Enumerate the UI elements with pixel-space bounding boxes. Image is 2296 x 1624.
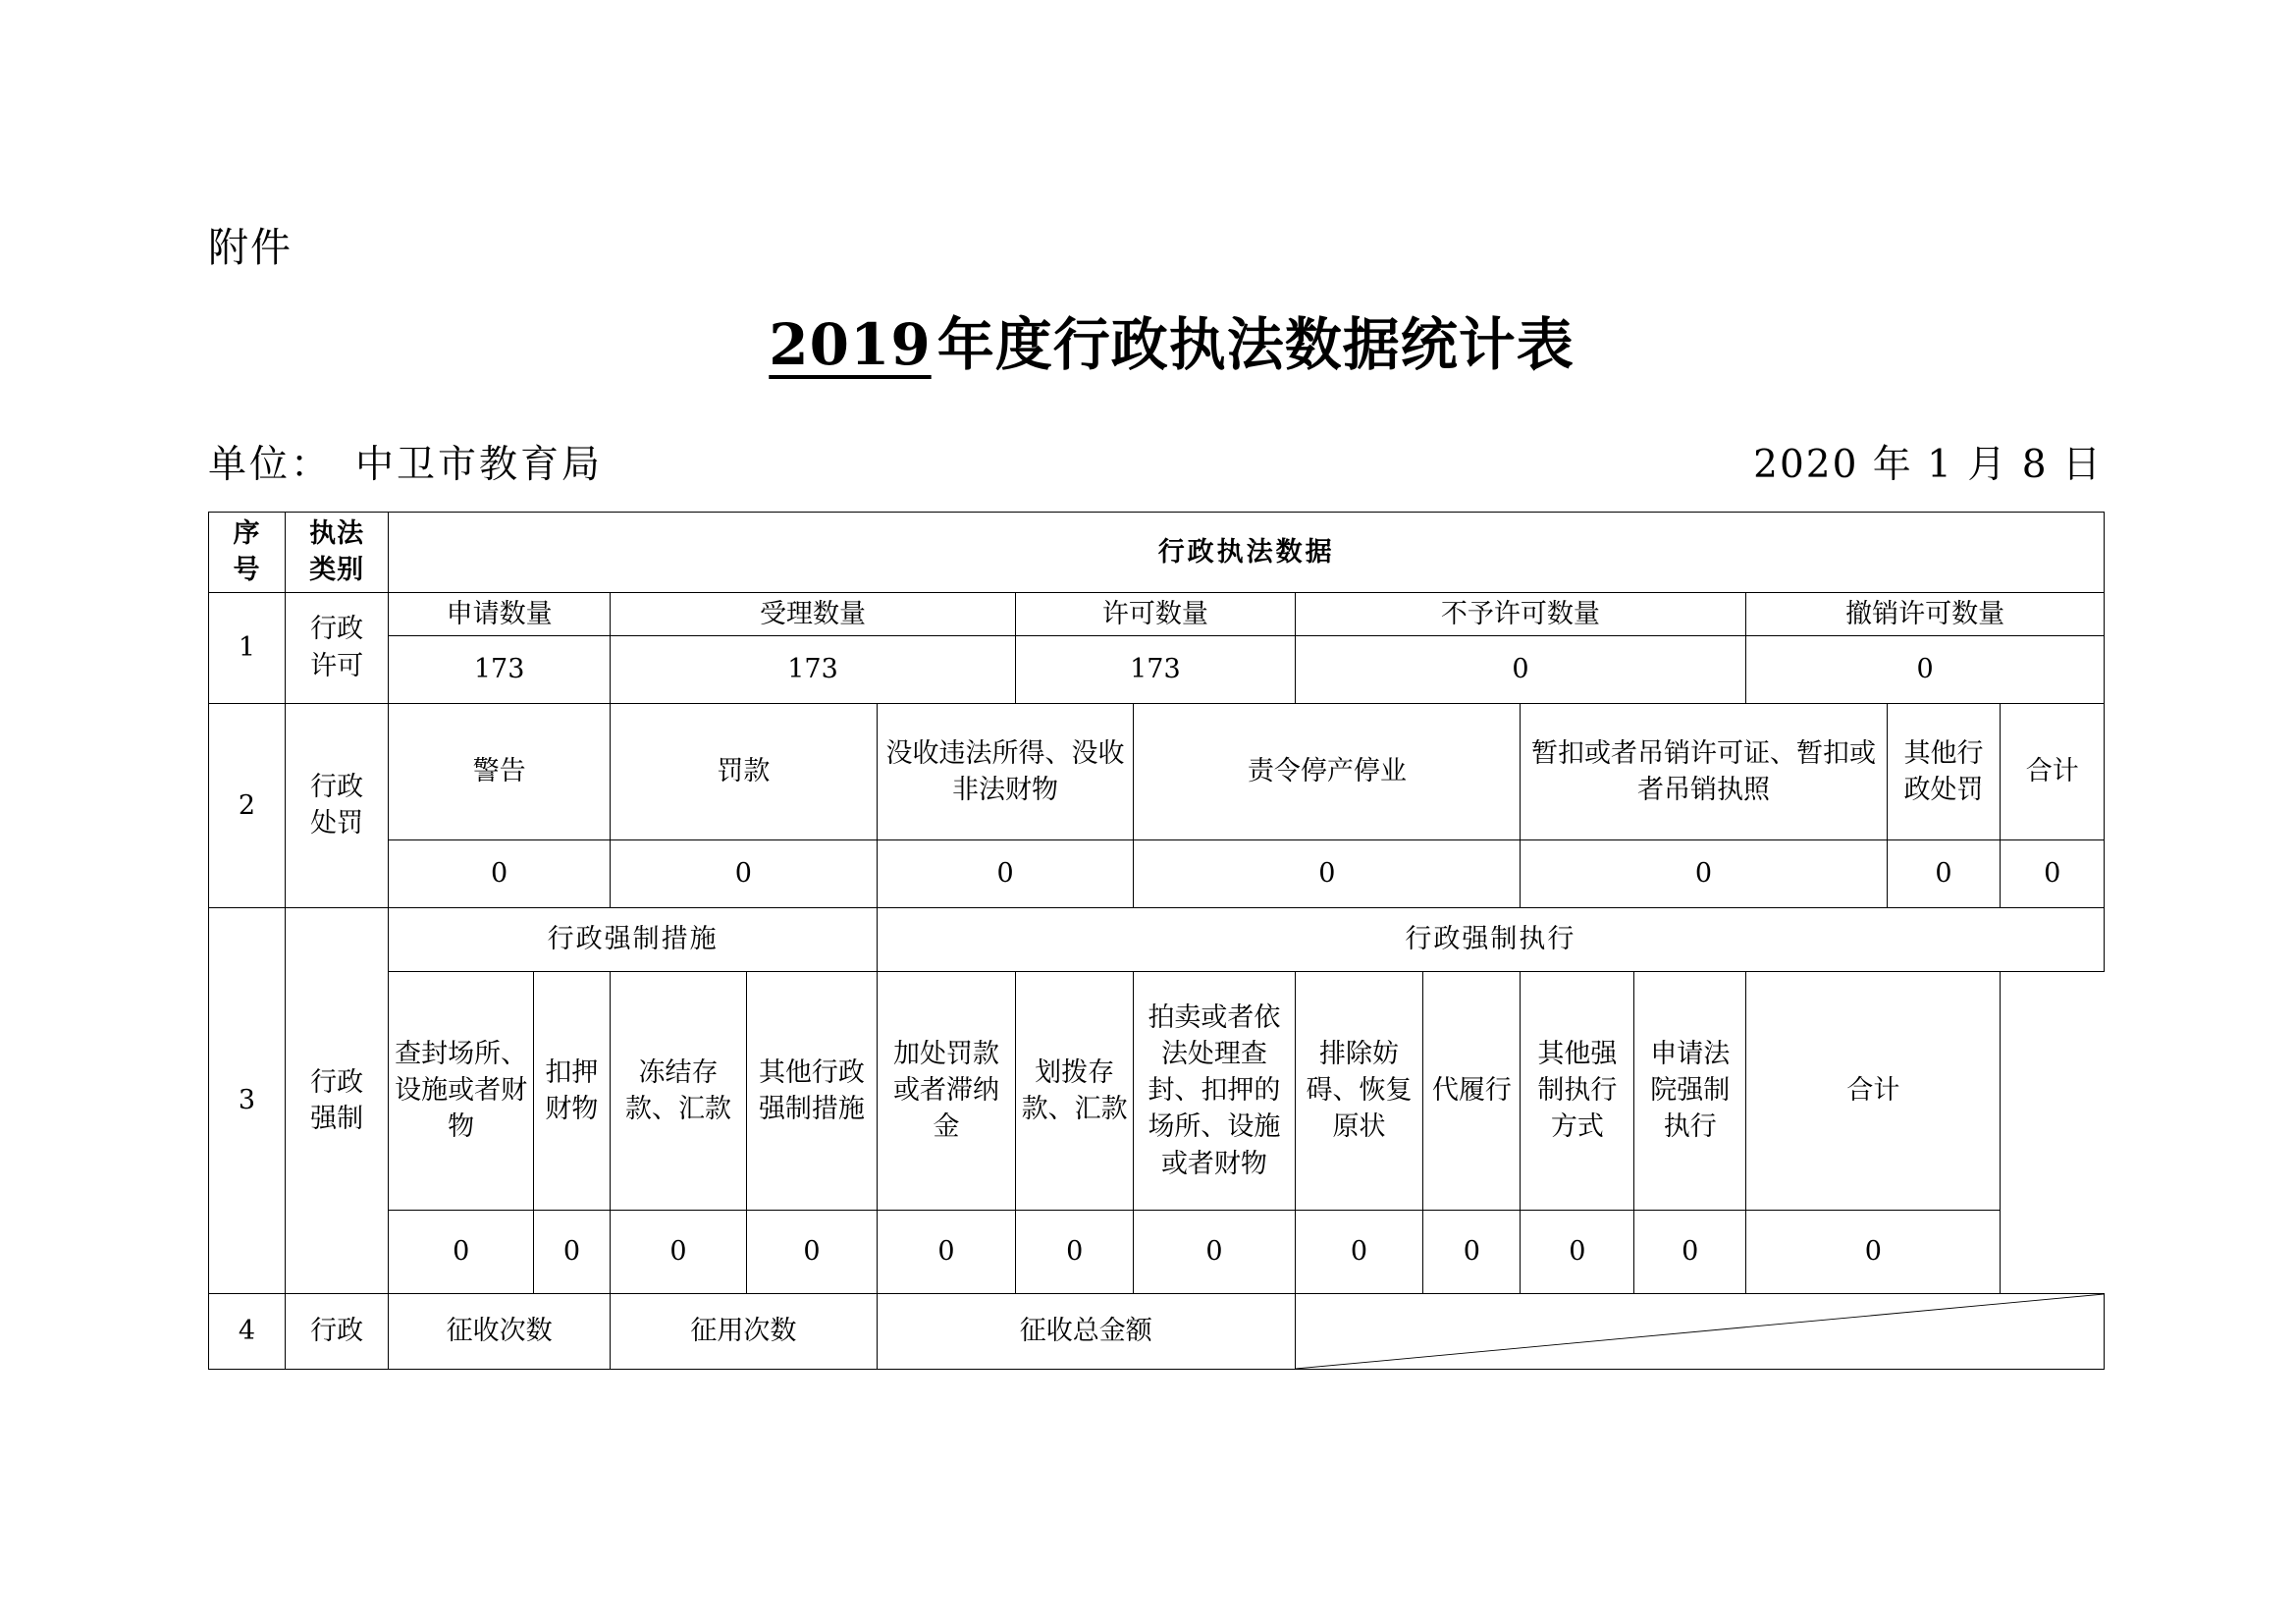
col-header-r2-c7: 合计 xyxy=(2001,703,2105,839)
value-r3-c1: 0 xyxy=(389,1210,534,1293)
value-r2-c1: 0 xyxy=(389,839,611,907)
col-header-r1-c3: 许可数量 xyxy=(1016,592,1296,635)
table-row xyxy=(209,592,2105,635)
col-header-r3-c5: 加处罚款或者滞纳金 xyxy=(877,971,1015,1210)
report-date: 2020 年 1 月 8 日 xyxy=(1753,443,2103,487)
value-r2-c4: 0 xyxy=(1134,839,1521,907)
row-index-4: 4 xyxy=(209,1293,286,1369)
page-title xyxy=(0,312,2296,378)
col-header-r2-c6: 其他行政处罚 xyxy=(1887,703,2001,839)
col-header-r3-c7: 拍卖或者依法处理查封、扣押的场所、设施或者财物 xyxy=(1134,971,1295,1210)
value-r3-c10: 0 xyxy=(1521,1210,1634,1293)
table-row xyxy=(209,635,2105,703)
col-header-r3-c4: 其他行政强制措施 xyxy=(747,971,878,1210)
value-r3-c2: 0 xyxy=(533,1210,610,1293)
table-row xyxy=(209,1210,2105,1293)
table-row xyxy=(209,971,2105,1210)
table-row xyxy=(209,839,2105,907)
statistics-table-wrapper xyxy=(208,512,2105,1370)
value-r2-c7: 0 xyxy=(2001,839,2105,907)
value-r3-c11: 0 xyxy=(1634,1210,1746,1293)
value-r1-c1: 173 xyxy=(389,635,611,703)
col-header-r3-c11: 申请法院强制执行 xyxy=(1634,971,1746,1210)
blank-diagonal-cell xyxy=(1295,1293,2104,1369)
col-header-r3-c10: 其他强制执行方式 xyxy=(1521,971,1634,1210)
col-header-r1-c4: 不予许可数量 xyxy=(1295,592,1746,635)
row-category-3-line1: 行政 xyxy=(310,1066,364,1098)
table-row xyxy=(209,703,2105,839)
row-category-1-line1: 行政 xyxy=(310,614,364,645)
row-category-4: 行政 xyxy=(285,1293,388,1369)
row-category-3-line2: 强制 xyxy=(310,1103,364,1134)
row-category-1 xyxy=(285,592,388,703)
col-header-r3-c9: 代履行 xyxy=(1423,971,1521,1210)
col-header-r4-c3: 征收总金额 xyxy=(877,1293,1295,1369)
value-r3-c3: 0 xyxy=(610,1210,746,1293)
title-rest: 年度行政执法数据统计表 xyxy=(936,311,1575,378)
unit-label: 单位： xyxy=(208,443,333,487)
unit-name: 中卫市教育局 xyxy=(355,443,604,487)
unit-line xyxy=(208,439,603,492)
table-row xyxy=(209,907,2105,971)
col-header-r3-c6: 划拨存款、汇款 xyxy=(1016,971,1134,1210)
value-r3-c9: 0 xyxy=(1423,1210,1521,1293)
col-header-r3-c2: 扣押财物 xyxy=(533,971,610,1210)
col-header-r2-c3: 没收违法所得、没收非法财物 xyxy=(877,703,1133,839)
row-index-2: 2 xyxy=(209,703,286,907)
value-r2-c6: 0 xyxy=(1887,839,2001,907)
col-header-r3-c1: 查封场所、设施或者财物 xyxy=(389,971,534,1210)
col-header-r1-c5: 撤销许可数量 xyxy=(1746,592,2105,635)
group-header-enforcement-measures: 行政强制措施 xyxy=(389,907,877,971)
value-r2-c2: 0 xyxy=(610,839,877,907)
row-category-2-line2: 处罚 xyxy=(310,808,364,839)
value-r2-c3: 0 xyxy=(877,839,1133,907)
group-header-compulsory-execution: 行政强制执行 xyxy=(877,907,2104,971)
col-header-r2-c4: 责令停产停业 xyxy=(1134,703,1521,839)
value-r3-c4: 0 xyxy=(747,1210,878,1293)
row-category-1-line2: 许可 xyxy=(310,650,364,681)
value-r3-c8: 0 xyxy=(1295,1210,1423,1293)
row-category-2 xyxy=(285,703,388,907)
row-category-3 xyxy=(285,907,388,1293)
value-r1-c4: 0 xyxy=(1295,635,1746,703)
table-header-row xyxy=(209,513,2105,593)
col-header-r3-c12: 合计 xyxy=(1746,971,2001,1210)
row-category-2-line1: 行政 xyxy=(310,772,364,802)
table-row xyxy=(209,1293,2105,1369)
row-index-1: 1 xyxy=(209,592,286,703)
value-r2-c5: 0 xyxy=(1521,839,1887,907)
value-r3-c5: 0 xyxy=(877,1210,1015,1293)
value-r1-c5: 0 xyxy=(1746,635,2105,703)
col-header-r1-c2: 受理数量 xyxy=(610,592,1015,635)
diagonal-strike-icon xyxy=(1296,1294,2104,1369)
value-r3-c6: 0 xyxy=(1016,1210,1134,1293)
title-year: 2019 xyxy=(769,311,932,378)
header-category-line1: 执法 xyxy=(309,518,365,549)
header-data-title: 行政执法数据 xyxy=(389,513,2105,593)
header-seq-no xyxy=(209,513,286,593)
value-r3-c12: 0 xyxy=(1746,1210,2001,1293)
value-r3-c7: 0 xyxy=(1134,1210,1295,1293)
col-header-r2-c5: 暂扣或者吊销许可证、暂扣或者吊销执照 xyxy=(1521,703,1887,839)
value-r1-c2: 173 xyxy=(610,635,1015,703)
row-index-3: 3 xyxy=(209,907,286,1293)
col-header-r1-c1: 申请数量 xyxy=(389,592,611,635)
col-header-r3-c3: 冻结存款、汇款 xyxy=(610,971,746,1210)
statistics-table xyxy=(208,512,2105,1370)
header-category-line2: 类别 xyxy=(309,555,365,586)
col-header-r2-c1: 警告 xyxy=(389,703,611,839)
meta-row xyxy=(208,439,2103,492)
value-r1-c3: 173 xyxy=(1016,635,1296,703)
header-seq-no-line1: 序 xyxy=(233,518,261,549)
header-seq-no-line2: 号 xyxy=(233,555,261,586)
col-header-r4-c2: 征用次数 xyxy=(610,1293,877,1369)
col-header-r4-c1: 征收次数 xyxy=(389,1293,611,1369)
col-header-r3-c8: 排除妨碍、恢复原状 xyxy=(1295,971,1423,1210)
col-header-r2-c2: 罚款 xyxy=(610,703,877,839)
header-category xyxy=(285,513,388,593)
attachment-label: 附件 xyxy=(208,224,293,271)
